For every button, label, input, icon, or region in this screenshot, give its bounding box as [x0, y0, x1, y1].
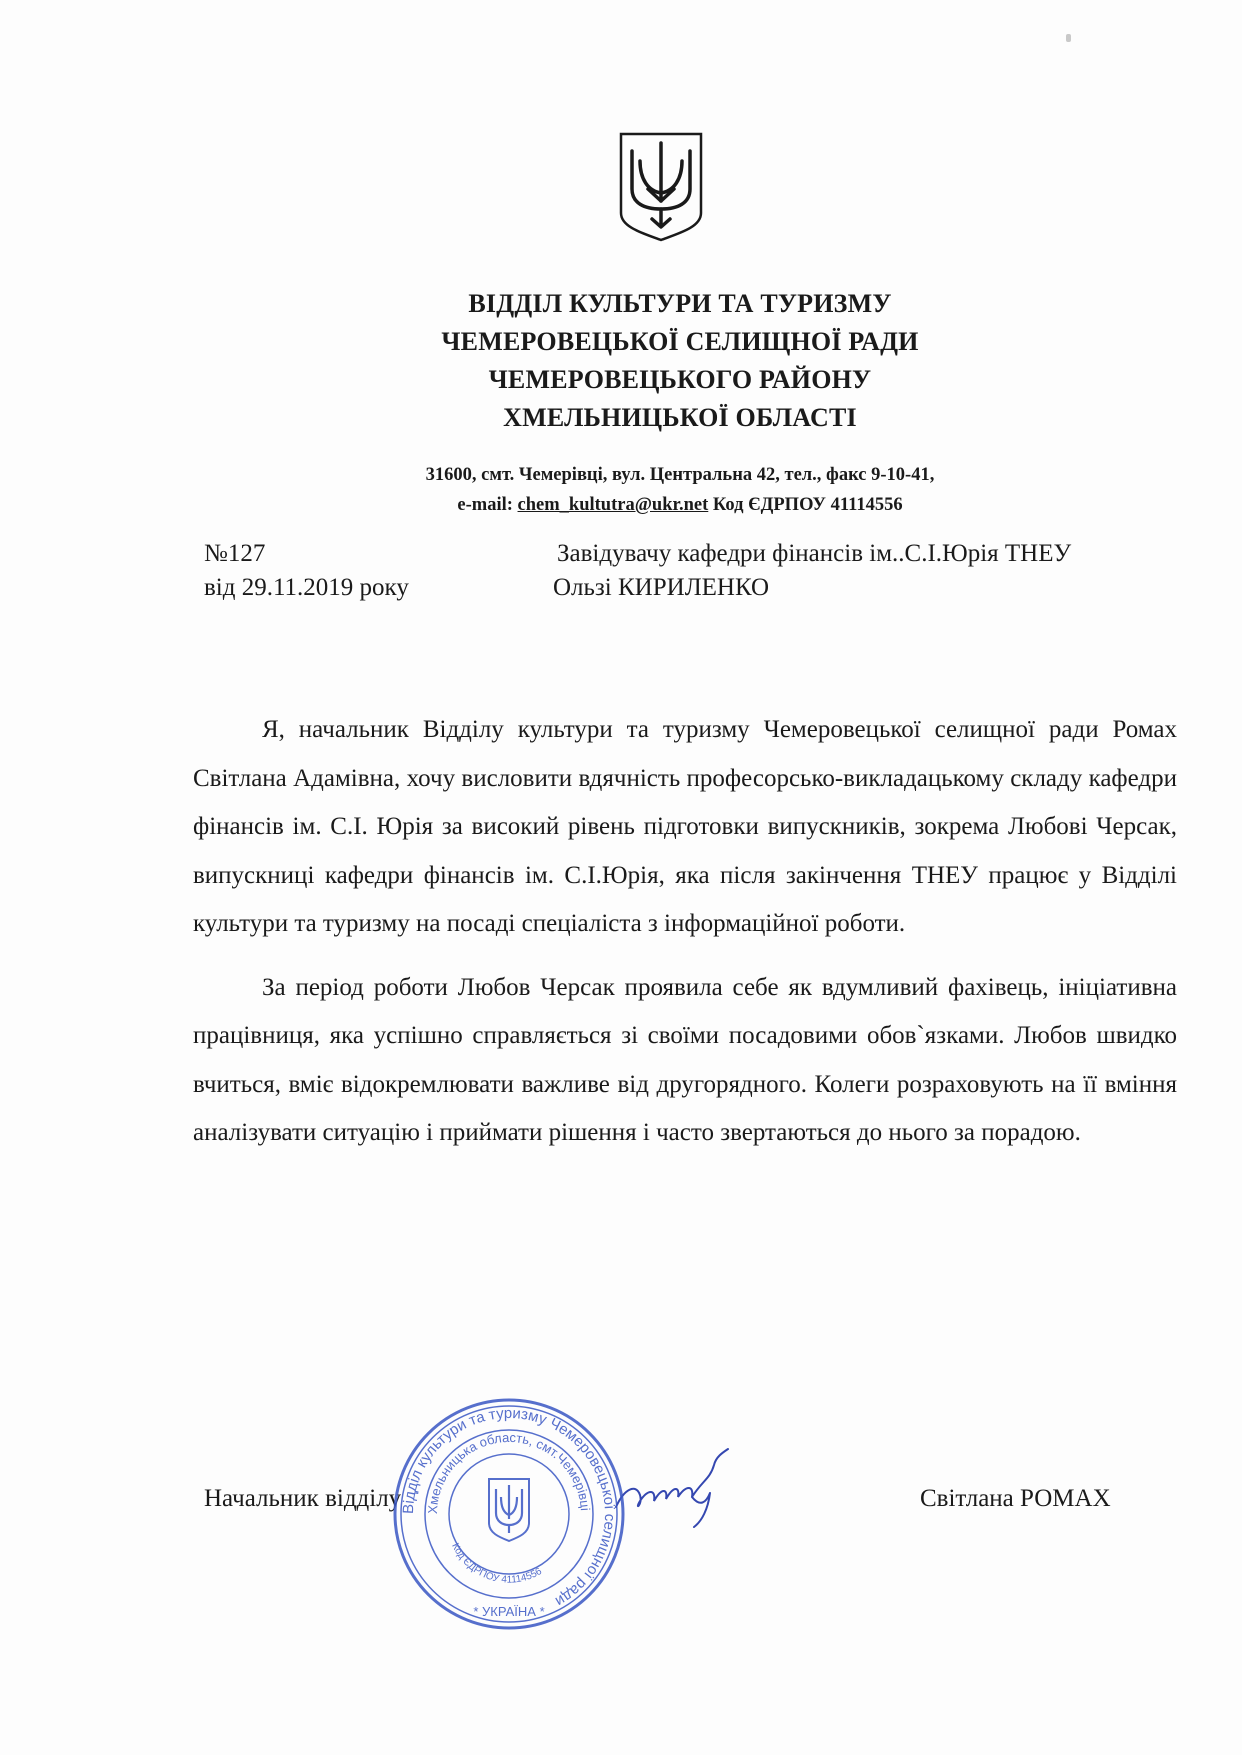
letter-body [193, 706, 1177, 1173]
organization-contacts [340, 460, 1020, 520]
signatory-name: Світлана РОМАХ [920, 1485, 1111, 1512]
postal-address: 31600, смт. Чемерівці, вул. Центральна 42, тел., факс 9-10-41, [425, 465, 935, 485]
body-paragraph: Я, начальник Відділу культури та туризму Чемеровецької селищної ради Ромах Світлана Адамівна, хочу висловити вдячність професорсько-викладацькому складу кафедри фінансів ім. С.І. Юрія за високий рівень підготовки випускників, зокрема Любові Черсак, випускниці кафедри фінансів ім. С.І.Юрія, яка після закінчення ТНЕУ працює у Відділі культури та туризму на посаді спеціаліста з інформаційної роботи. [193, 716, 1177, 937]
edrpou-code: Код ЄДРПОУ 41114556 [708, 495, 903, 515]
organization-name [390, 285, 970, 437]
org-line: ВІДДІЛ КУЛЬТУРИ ТА ТУРИЗМУ [468, 289, 892, 318]
seal-outer-text: Відділ культури та туризму Чемеровецької селищної ради [399, 1404, 619, 1610]
document-number: №127 [204, 540, 266, 567]
document-date: від 29.11.2019 року [204, 574, 409, 601]
org-line: ЧЕМЕРОВЕЦЬКОЇ СЕЛИЩНОЇ РАДИ [441, 327, 919, 356]
email-link[interactable]: chem_kultutra@ukr.net [517, 495, 709, 515]
document-registration [204, 537, 409, 605]
addressee-position: Завідувачу кафедри фінансів ім..С.І.Юрія ТНЕУ [557, 540, 1072, 567]
email-line [340, 490, 1020, 520]
signatory-position: Начальник відділу [204, 1485, 402, 1512]
handwritten-signature [610, 1445, 750, 1530]
scan-speck [1066, 34, 1071, 42]
addressee-name: Ользі КИРИЛЕНКО [553, 574, 770, 601]
body-paragraph: За період роботи Любов Черсак проявила себе як вдумливий фахівець, ініціативна працівниця, яка успішно справляється зі своїми посадовими обов`язками. Любов швидко вчиться, вміє відокремлювати важливе від другорядного. Колеги розраховують на її вміння аналізувати ситуацію і приймати рішення і часто звертаються до нього за порадою. [193, 973, 1177, 1146]
email-label: e-mail: [457, 495, 518, 515]
org-line: ЧЕМЕРОВЕЦЬКОГО РАЙОНУ [488, 365, 872, 394]
org-line: ХМЕЛЬНИЦЬКОЇ ОБЛАСТІ [503, 403, 857, 432]
seal-inner-text: Хмельницька область, смт.Чемерівці [424, 1429, 593, 1515]
addressee-block [553, 537, 1071, 605]
trident-emblem-icon [618, 131, 704, 243]
seal-trident-emblem-icon [489, 1479, 529, 1541]
seal-bottom-text: * УКРАЇНА * [473, 1604, 545, 1619]
official-seal [390, 1395, 628, 1633]
seal-code-text: Код ЄДРПОУ 41114556 [449, 1541, 544, 1586]
